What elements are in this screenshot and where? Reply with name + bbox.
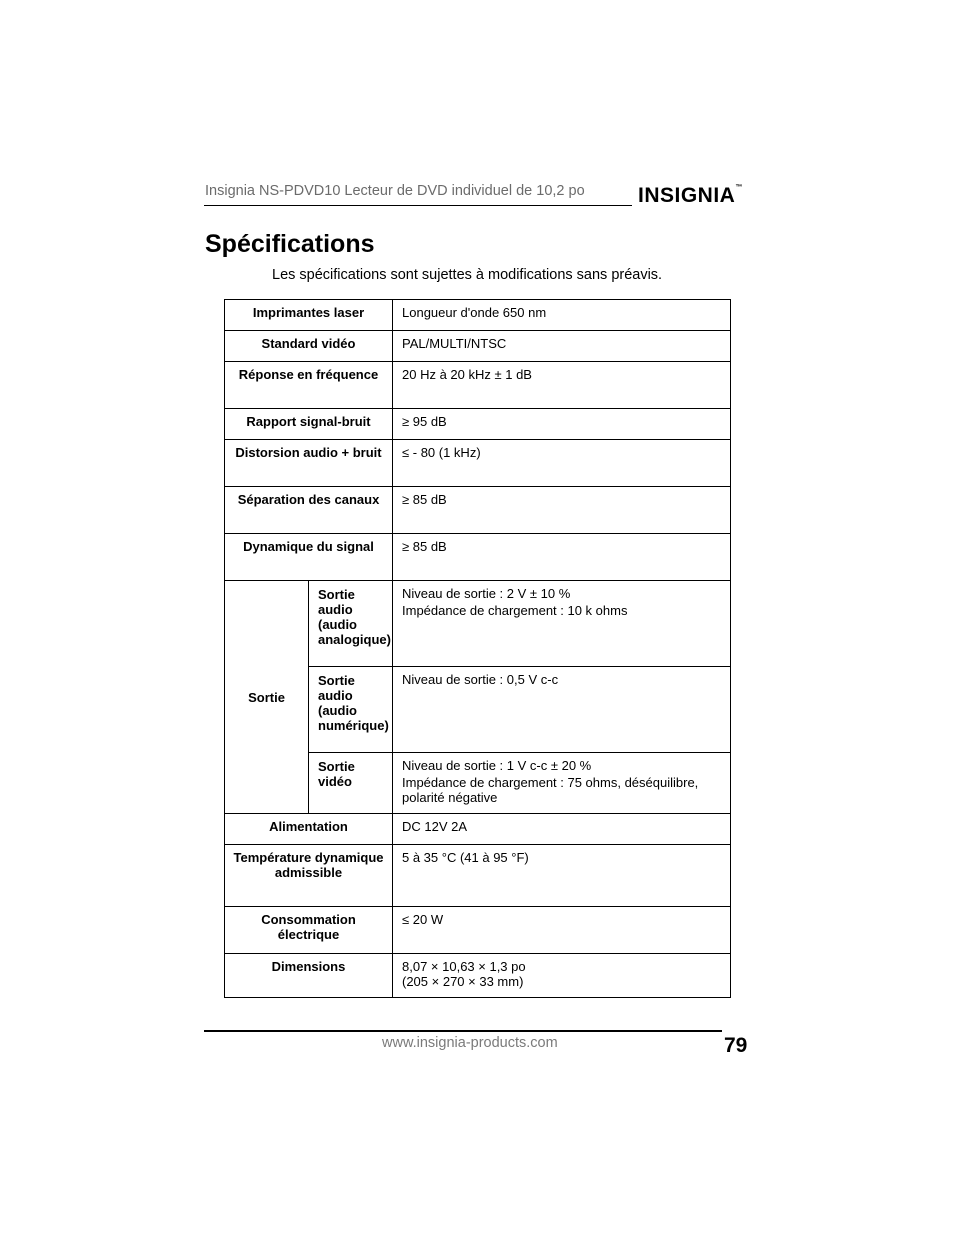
spec-label: Séparation des canaux [225, 487, 393, 534]
specifications-notice: Les spécifications sont sujettes à modifications sans préavis. [272, 267, 663, 283]
spec-label: Imprimantes laser [225, 300, 393, 331]
spec-value-line: (205 × 270 × 33 mm) [402, 974, 524, 989]
table-row [225, 487, 731, 534]
spec-value-line: Niveau de sortie : 1 V c-c ± 20 % [402, 758, 592, 773]
spec-label: Dimensions [225, 954, 393, 998]
logo-trademark: ™ [735, 184, 743, 191]
spec-value: 5 à 35 °C (41 à 95 °F) [393, 845, 731, 907]
spec-value-line: Niveau de sortie : 2 V ± 10 % [402, 586, 571, 601]
spec-value: DC 12V 2A [393, 814, 731, 845]
spec-value: PAL/MULTI/NTSC [393, 331, 731, 362]
table-row [225, 534, 731, 581]
spec-label: Réponse en fréquence [225, 362, 393, 409]
output-analog-value [393, 581, 731, 667]
spec-value: ≥ 85 dB [393, 534, 731, 581]
spec-label: Standard vidéo [225, 331, 393, 362]
output-digital-value: Niveau de sortie : 0,5 V c-c [393, 667, 731, 753]
spec-label: Rapport signal-bruit [225, 409, 393, 440]
page-number: 79 [724, 1034, 748, 1057]
spec-value: ≥ 85 dB [393, 487, 731, 534]
table-row [225, 440, 731, 487]
logo-text: INSIGNIA [638, 184, 736, 207]
page-title: Spécifications [205, 230, 375, 258]
table-row [225, 300, 731, 331]
header-rule [204, 205, 632, 206]
spec-value-line: Impédance de chargement : 75 ohms, déséquilibre, polarité négative [402, 775, 699, 805]
table-row [225, 954, 731, 998]
spec-value: Longueur d'onde 650 nm [393, 300, 731, 331]
output-group-label: Sortie [225, 581, 309, 814]
running-header: Insignia NS-PDVD10 Lecteur de DVD individuel de 10,2 po [205, 183, 585, 199]
insignia-logo [638, 184, 742, 208]
table-row [225, 581, 731, 667]
output-video-label: Sortie vidéo [309, 753, 393, 814]
spec-value-line: 8,07 × 10,63 × 1,3 po [402, 959, 526, 974]
spec-value: 20 Hz à 20 kHz ± 1 dB [393, 362, 731, 409]
footer-rule [204, 1030, 722, 1032]
spec-value: ≤ - 80 (1 kHz) [393, 440, 731, 487]
specifications-table [224, 299, 731, 998]
table-row [225, 907, 731, 954]
table-row [225, 331, 731, 362]
table-row [225, 409, 731, 440]
spec-value: ≥ 95 dB [393, 409, 731, 440]
spec-value-line: Impédance de chargement : 10 k ohms [402, 603, 628, 618]
output-analog-label: Sortie audio (audio analogique) [309, 581, 393, 667]
table-row [225, 814, 731, 845]
spec-label: Température dynamique admissible [225, 845, 393, 907]
spec-value [393, 954, 731, 998]
spec-label: Alimentation [225, 814, 393, 845]
table-row [225, 845, 731, 907]
spec-value: ≤ 20 W [393, 907, 731, 954]
spec-label: Distorsion audio + bruit [225, 440, 393, 487]
output-video-value [393, 753, 731, 814]
output-digital-label: Sortie audio (audio numérique) [309, 667, 393, 753]
spec-label: Consommation électrique [225, 907, 393, 954]
footer-url: www.insignia-products.com [382, 1035, 558, 1051]
spec-label: Dynamique du signal [225, 534, 393, 581]
table-row [225, 362, 731, 409]
